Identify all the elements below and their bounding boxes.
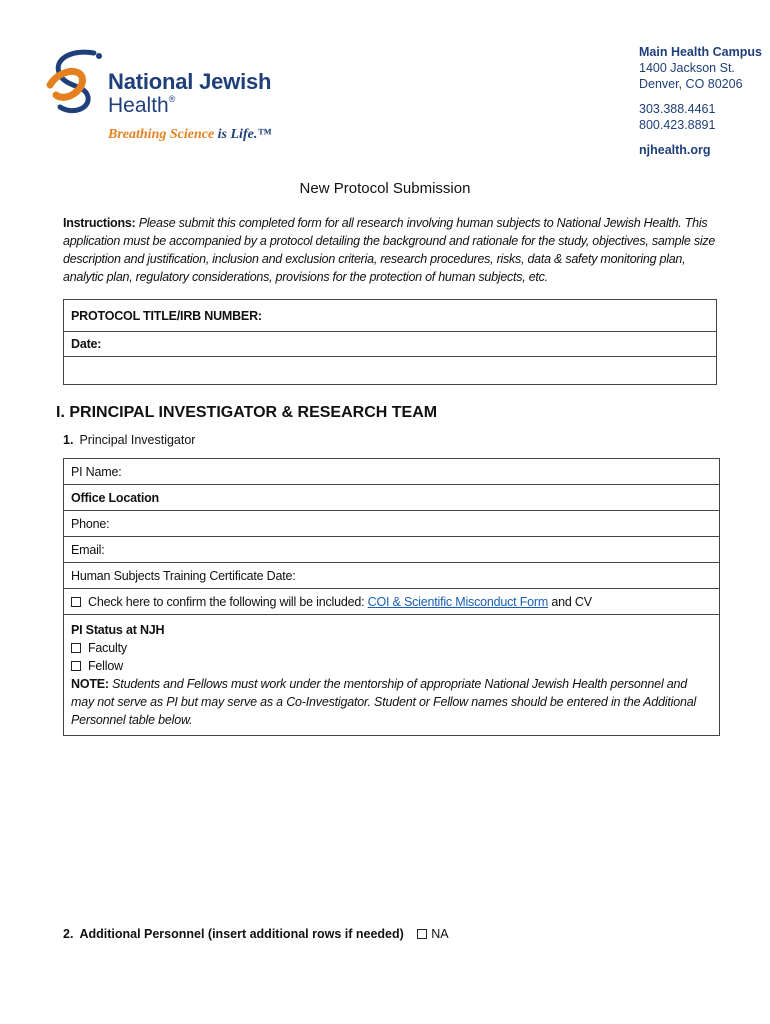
- org-name-line2: Health®: [108, 94, 176, 117]
- item-label: Principal Investigator: [79, 433, 196, 447]
- date-label: Date:: [64, 332, 717, 357]
- section-heading-principal-investigator: I. PRINCIPAL INVESTIGATOR & RESEARCH TEAM: [56, 404, 438, 421]
- item-number: 2.: [63, 927, 74, 941]
- confirm-checkbox[interactable]: [71, 597, 81, 607]
- street-address: 1400 Jackson St.: [639, 61, 735, 75]
- phone-primary: 303.388.4461: [639, 102, 716, 116]
- status-option-faculty[interactable]: Faculty: [71, 639, 712, 657]
- pi-status-cell: [64, 615, 720, 736]
- item-number: 1.: [63, 433, 74, 447]
- confirm-tail: and CV: [551, 594, 592, 609]
- note-label: NOTE:: [71, 677, 109, 691]
- pi-status-label: PI Status at NJH: [71, 623, 165, 637]
- registered-mark: ®: [168, 94, 176, 104]
- confirm-row: [64, 589, 720, 615]
- training-date-field[interactable]: Human Subjects Training Certificate Date:: [64, 563, 720, 589]
- city-state-zip: Denver, CO 80206: [639, 77, 743, 91]
- note: [71, 675, 712, 729]
- item-additional-personnel: [63, 927, 449, 941]
- phone-field[interactable]: Phone:: [64, 511, 720, 537]
- coi-form-link[interactable]: COI & Scientific Misconduct Form: [367, 594, 549, 609]
- protocol-value-field[interactable]: [64, 357, 717, 385]
- organization-logo: [42, 45, 332, 150]
- faculty-checkbox[interactable]: [71, 643, 81, 653]
- tagline-part2: is Life: [217, 127, 254, 142]
- email-field[interactable]: Email:: [64, 537, 720, 563]
- item-principal-investigator: [63, 433, 195, 447]
- note-text: Students and Fellows must work under the mentorship of appropriate National Jewish Health personnel and may not serve as PI but may serve as a Co-Investigator. Student or Fellow names should be entered in the Additional Personnel table below.: [71, 677, 697, 727]
- phone-secondary: 800.423.8891: [639, 118, 716, 132]
- instructions-paragraph: [63, 214, 723, 286]
- principal-investigator-table: [63, 458, 720, 736]
- additional-personnel-label: Additional Personnel (insert additional rows if needed): [79, 927, 404, 941]
- tagline-part1: Breathing Science: [108, 127, 215, 142]
- document-title: New Protocol Submission: [299, 180, 471, 197]
- instructions-lead: Instructions:: [63, 216, 136, 230]
- org-name-line1: National Jewish: [108, 69, 272, 94]
- tagline-mark: .™: [253, 127, 272, 142]
- website[interactable]: njhealth.org: [639, 143, 711, 157]
- contact-address: [639, 44, 762, 158]
- status-option-fellow[interactable]: Fellow: [71, 657, 712, 675]
- protocol-title-label: PROTOCOL TITLE/IRB NUMBER:: [64, 300, 717, 332]
- campus-name: Main Health Campus: [639, 45, 762, 59]
- tagline: [108, 127, 271, 143]
- protocol-info-table: [63, 299, 717, 385]
- fellow-checkbox[interactable]: [71, 661, 81, 671]
- na-checkbox[interactable]: [417, 929, 427, 939]
- logo-mark-icon: [42, 45, 106, 115]
- instructions-text: Please submit this completed form for all research involving human subjects to National Jewish Health. This application must be accompanied by a protocol detailing the background and rationale for the study, objectives, sample size description and justification, inclusion and exclusion criteria, research procedures, risks, data & safety monitoring plan, analytic plan, regulatory considerations, provisions for the protection of human subjects, etc.: [63, 216, 716, 284]
- pi-name-field[interactable]: PI Name:: [64, 459, 720, 485]
- confirm-text: Check here to confirm the following will be included:: [88, 594, 365, 609]
- na-label: NA: [431, 927, 449, 941]
- office-location-field[interactable]: Office Location: [64, 485, 720, 511]
